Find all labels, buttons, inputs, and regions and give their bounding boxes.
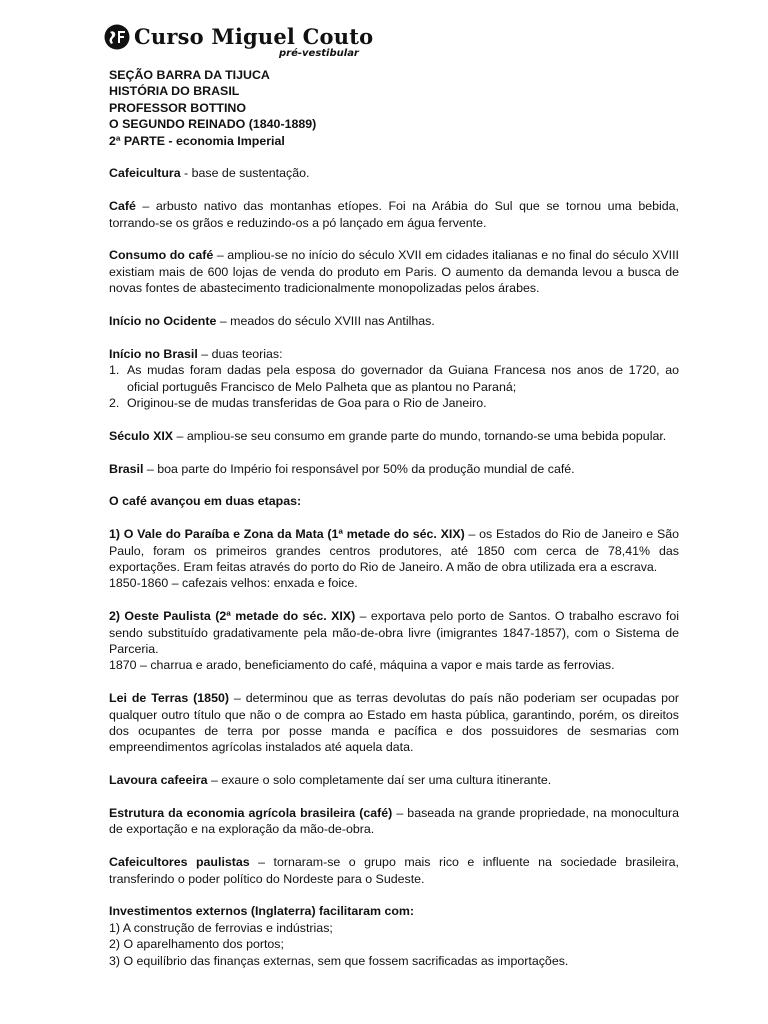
text: – ampliou-se seu consumo em grande parte do mundo, tornando-se uma bebida popular.	[173, 428, 667, 443]
text: – boa parte do Império foi responsável por 50% da produção mundial de café.	[143, 461, 575, 476]
paragraph-seculo-xix	[109, 428, 679, 444]
list-item	[109, 362, 679, 395]
text: – os Estados do Rio de Janeiro e São Paulo, foram os primeiros grandes centros produtores, até 1850 com cerca de 78,41% das exportações. Eram feitas através do porto do Rio de Janeiro. A mão de obra utilizada era a escrava.	[109, 527, 680, 575]
paragraph-consumo	[109, 247, 679, 296]
paragraph-brasil	[109, 461, 679, 477]
investimento-item: 3) O equilíbrio das finanças externas, sem que fossem sacrificadas as importações.	[109, 953, 569, 968]
text: – duas teorias:	[197, 346, 283, 361]
term: Brasil	[109, 461, 144, 476]
term: Estrutura da economia agrícola brasileira (café)	[109, 806, 393, 821]
logo-subtitle: pré-vestibular	[279, 48, 359, 59]
paragraph-cafeicultura	[109, 165, 679, 181]
header-line: O SEGUNDO REINADO (1840-1889)	[109, 117, 317, 132]
heading-etapas	[109, 493, 679, 509]
term: Início no Ocidente	[109, 314, 217, 329]
text: – determinou que as terras devolutas do país não poderiam ser ocupadas por qualquer outro título que não o de compra ao Estado em hasta pública, garantindo, porém, os direitos dos ocupantes de terra por posse manda e pacífica e dos possuidores de sesmarias com empreendimentos agrícolas instalados até aquela data.	[109, 691, 679, 755]
text: – exaure o solo completamente daí ser uma cultura itinerante.	[207, 773, 552, 788]
text: - base de sustentação.	[180, 166, 310, 181]
investimento-item: 2) O aparelhamento dos portos;	[109, 937, 284, 952]
investimento-item: 1) A construção de ferrovias e indústrias;	[109, 920, 333, 935]
term: Lei de Terras (1850)	[109, 691, 229, 706]
text: – exportava pelo porto de Santos. O trabalho escravo foi sendo substituído gradativamente pela mão-de-obra livre (imigrantes 1847-1857), com o Sistema de Parceria.	[109, 609, 679, 657]
term: Café	[109, 199, 136, 214]
list-number: 2.	[109, 396, 120, 411]
heading: O café avançou em duas etapas:	[109, 494, 302, 509]
school-logo	[104, 24, 374, 70]
curso-miguel-couto-emblem-icon	[104, 24, 130, 50]
heading-investimentos	[109, 903, 679, 919]
paragraph-lei-terras	[109, 690, 679, 756]
document-body	[109, 67, 679, 969]
header-line: HISTÓRIA DO BRASIL	[109, 84, 240, 99]
list-item	[109, 395, 679, 411]
document-header	[109, 67, 679, 149]
theories-list	[109, 362, 679, 411]
logo-title: Curso Miguel Couto	[134, 24, 374, 49]
paragraph-etapa-1-tools: 1850-1860 – cafezais velhos: enxada e foice.	[109, 576, 358, 591]
paragraph-etapa-2	[109, 608, 679, 657]
term: Cafeicultura	[109, 166, 181, 181]
term: Século XIX	[109, 428, 174, 443]
paragraph-etapa-1	[109, 526, 679, 575]
list-text: Originou-se de mudas transferidas de Goa para o Rio de Janeiro.	[127, 396, 487, 411]
term: Início no Brasil	[109, 346, 198, 361]
heading: Investimentos externos (Inglaterra) facilitaram com:	[109, 904, 415, 919]
header-line: SEÇÃO BARRA DA TIJUCA	[109, 68, 270, 82]
text: – ampliou-se no início do século XVII em cidades italianas e no final do século XVIII existiam mais de 600 lojas de venda do produto em Paris. O aumento da demanda levou a busca de novas fontes de abastecimento tradicionalmente monopolizadas pelos árabes.	[109, 248, 679, 296]
paragraph-cafeicultores	[109, 854, 679, 887]
paragraph-lavoura	[109, 772, 679, 788]
paragraph-etapa-2-tools: 1870 – charrua e arado, beneficiamento do café, máquina a vapor e mais tarde as ferrovias.	[109, 658, 615, 673]
text: – tornaram-se o grupo mais rico e influente na sociedade brasileira, transferindo o poder político do Nordeste para o Sudeste.	[109, 855, 679, 886]
term: Lavoura cafeeira	[109, 773, 208, 788]
term: Consumo do café	[109, 248, 214, 263]
header-line: 2ª PARTE - economia Imperial	[109, 133, 285, 148]
text: – arbusto nativo das montanhas etíopes. Foi na Arábia do Sul que se tornou uma bebida, torrando-se os grãos e reduzindo-os a pó lançado em água fervente.	[109, 199, 679, 230]
paragraph-inicio-brasil	[109, 346, 679, 362]
list-text: As mudas foram dadas pela esposa do governador da Guiana Francesa nos anos de 1720, ao oficial português Francisco de Melo Palheta que as plantou no Paraná;	[127, 363, 679, 394]
term: Cafeicultores paulistas	[109, 855, 250, 870]
term: 2) Oeste Paulista (2ª metade do séc. XIX)	[109, 609, 356, 624]
term: 1) O Vale do Paraíba e Zona da Mata (1ª metade do séc. XIX)	[109, 527, 465, 542]
header-line: PROFESSOR BOTTINO	[109, 100, 246, 115]
paragraph-cafe	[109, 198, 679, 231]
paragraph-inicio-ocidente	[109, 313, 679, 329]
list-number: 1.	[109, 363, 120, 378]
text: – baseada na grande propriedade, na monocultura de exportação e na exploração da mão-de-obra.	[109, 806, 679, 837]
text: – meados do século XVIII nas Antilhas.	[216, 314, 435, 329]
paragraph-estrutura	[109, 805, 679, 838]
